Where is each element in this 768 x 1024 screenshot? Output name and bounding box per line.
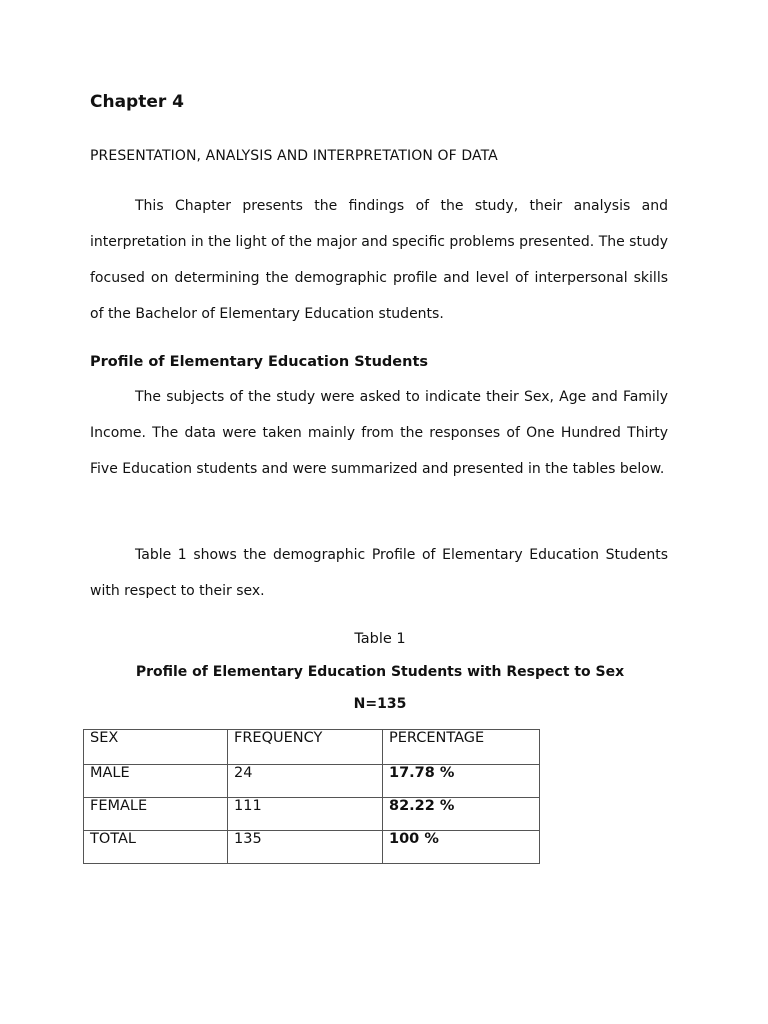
cell-frequency: 24	[228, 765, 383, 798]
paragraph-intro: This Chapter presents the findings of the study, their analysis and interpretation in the light of the major and specific problems presented. The study focused on determining the demographic profile and level of interpersonal skills of the Bachelor of Elementary Education students.	[90, 198, 669, 322]
header-frequency: FREQUENCY	[228, 730, 383, 765]
cell-sex: TOTAL	[84, 831, 228, 864]
cell-percentage: 100 %	[383, 831, 540, 864]
table-row	[84, 831, 540, 864]
table-header-row	[84, 730, 540, 765]
table-sample-size: N=135	[353, 696, 407, 712]
table-label: Table 1	[354, 631, 406, 647]
paragraph-table-intro: Table 1 shows the demographic Profile of Elementary Education Students with respect to their sex.	[90, 547, 668, 599]
section-heading: PRESENTATION, ANALYSIS AND INTERPRETATION OF DATA	[90, 148, 498, 164]
table-row	[84, 798, 540, 831]
paragraph-subjects: The subjects of the study were asked to indicate their Sex, Age and Family Income. The data were taken mainly from the responses of One Hundred Thirty Five Education students and were summarized and presented in the tables below.	[90, 389, 668, 477]
cell-frequency: 135	[228, 831, 383, 864]
cell-sex: FEMALE	[84, 798, 228, 831]
cell-sex: MALE	[84, 765, 228, 798]
subheading-profile: Profile of Elementary Education Students	[90, 354, 429, 370]
profile-table	[83, 729, 540, 864]
table-caption: Profile of Elementary Education Students with Respect to Sex	[135, 664, 625, 680]
header-sex: SEX	[84, 730, 228, 765]
chapter-title: Chapter 4	[90, 92, 185, 112]
cell-percentage: 82.22 %	[383, 798, 540, 831]
cell-frequency: 111	[228, 798, 383, 831]
cell-percentage: 17.78 %	[383, 765, 540, 798]
table-row	[84, 765, 540, 798]
header-percentage: PERCENTAGE	[383, 730, 540, 765]
